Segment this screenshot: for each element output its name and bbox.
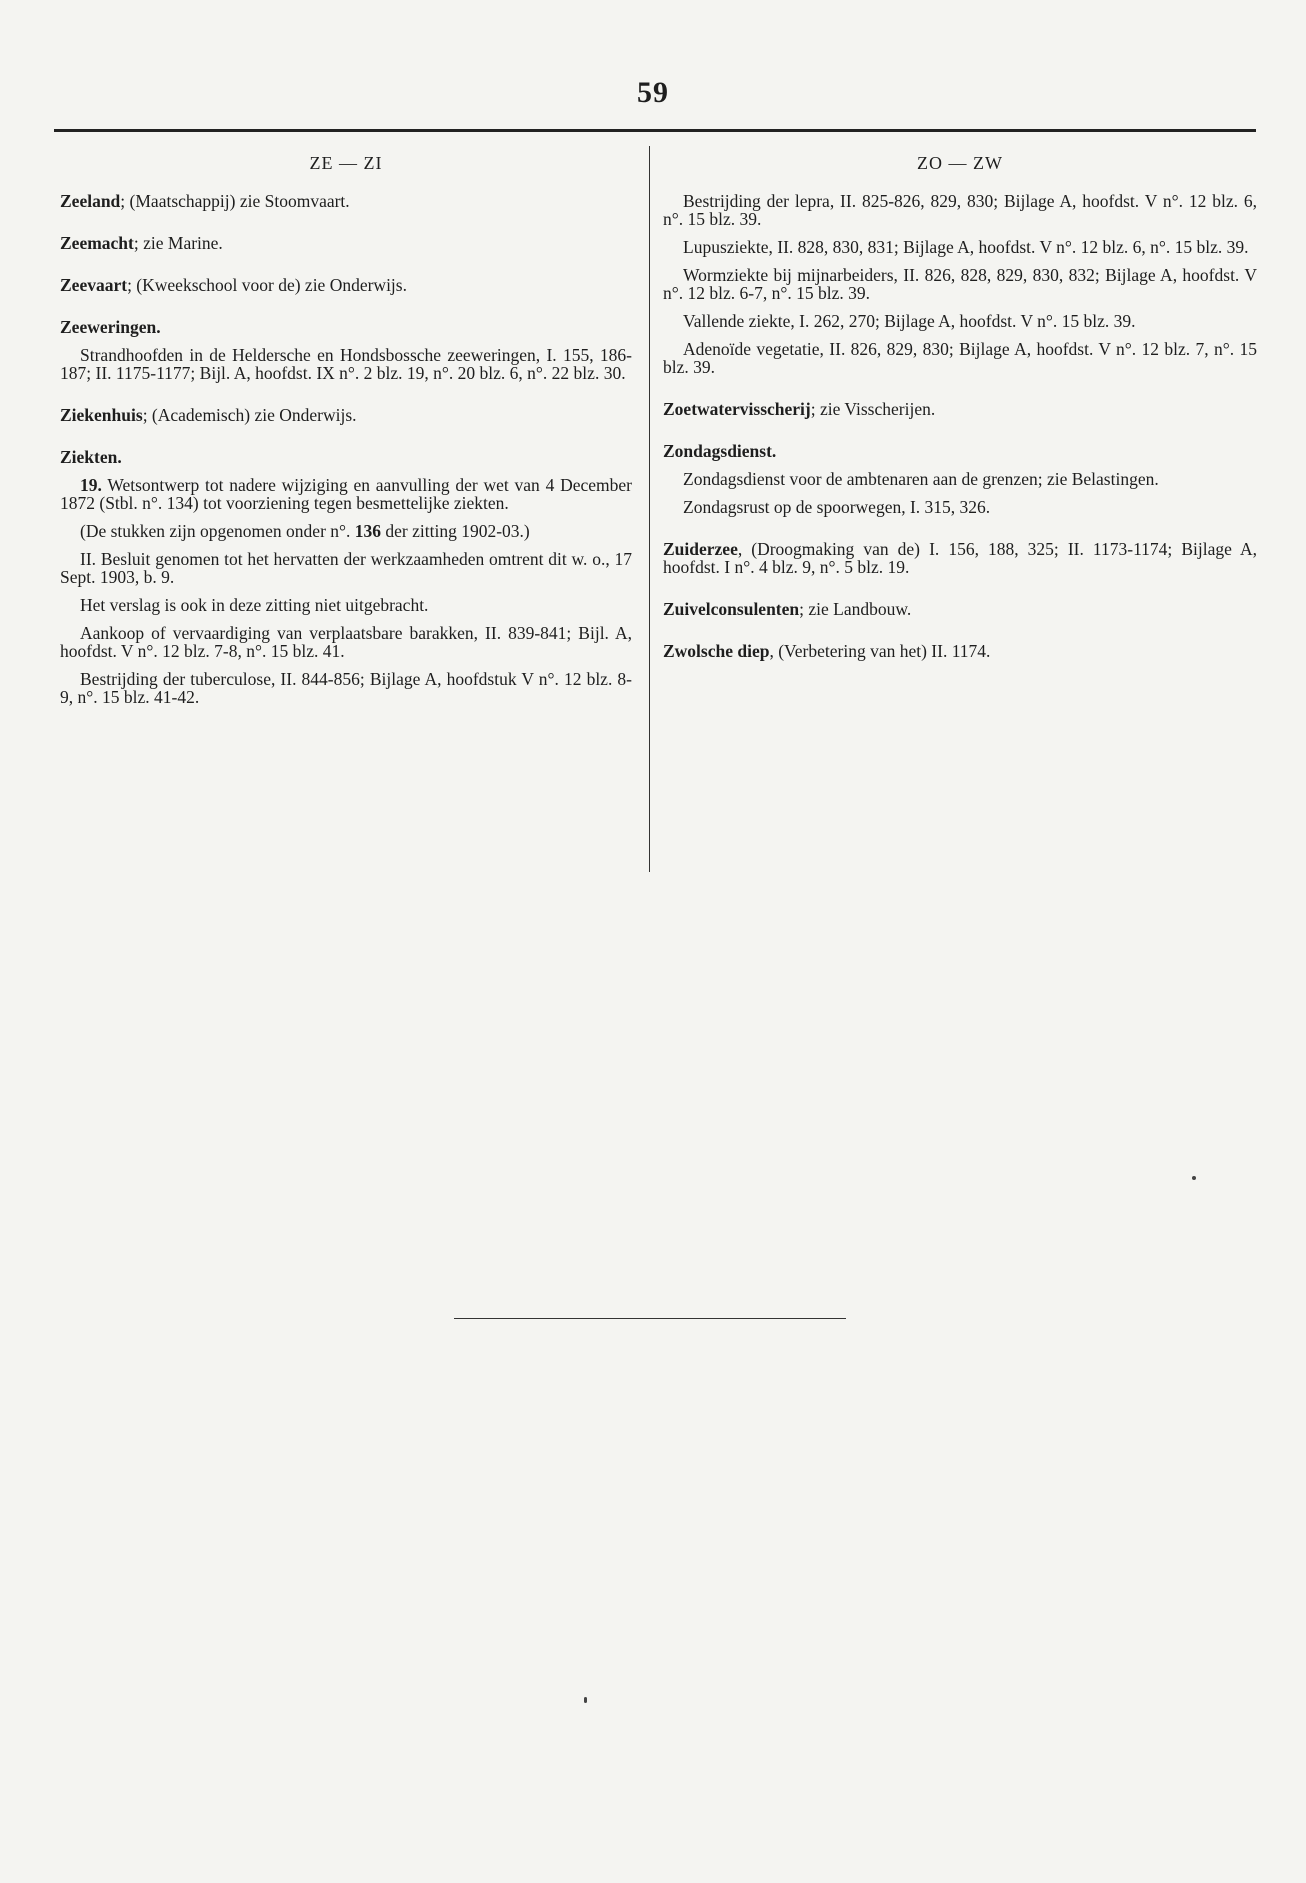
entry-headword: Zeeland xyxy=(60,191,121,211)
paragraph-number: 136 xyxy=(354,521,382,541)
entry-headword: Zuiderzee xyxy=(663,539,738,559)
entry-text: ; (Kweekschool voor de) zie Onderwijs. xyxy=(127,275,407,295)
ziekten-paragraph-3: II. Besluit genomen tot het hervatten der werkzaamheden omtrent dit w. o., 17 Sept. 1903, b. 9. xyxy=(60,549,632,587)
entry-zuivelconsulenten xyxy=(663,600,1257,618)
ziekten-paragraph-5: Aankoop of vervaardiging van verplaatsbare barakken, II. 839-841; Bijl. A, hoofdst. V n°. 12 blz. 7-8, n°. 15 blz. 41. xyxy=(60,623,632,661)
entry-ziekten-headword: Ziekten. xyxy=(60,447,122,467)
left-column xyxy=(60,154,632,716)
end-rule xyxy=(454,1318,846,1319)
entry-zwolsche-diep xyxy=(663,642,1257,660)
entry-text: ; zie Marine. xyxy=(133,233,223,253)
entry-zuiderzee xyxy=(663,540,1257,576)
ziekten-paragraph-lepra: Bestrijding der lepra, II. 825-826, 829, 830; Bijlage A, hoofdst. V n°. 12 blz. 6, n°. 15 blz. 39. xyxy=(663,191,1257,229)
entry-zeeweringen-headword: Zeeweringen. xyxy=(60,317,161,337)
ziekten-paragraph-1 xyxy=(60,476,632,512)
entry-zoetwatervisscherij xyxy=(663,400,1257,418)
entry-zeeland xyxy=(60,192,632,210)
entry-text: ; zie Landbouw. xyxy=(799,599,912,619)
right-column-heading: ZO — ZW xyxy=(917,153,1003,173)
entry-headword: Zwolsche diep xyxy=(663,641,770,661)
entry-text: ; (Academisch) zie Onderwijs. xyxy=(142,405,357,425)
entry-zeevaart xyxy=(60,276,632,294)
entry-headword: Zeemacht xyxy=(60,233,134,253)
entry-headword: Zuivelconsulenten xyxy=(663,599,800,619)
zondagsdienst-paragraph-2: Zondagsrust op de spoorwegen, I. 315, 326. xyxy=(683,497,991,517)
entry-zeemacht xyxy=(60,234,632,252)
entry-text: , (Verbetering van het) II. 1174. xyxy=(769,641,991,661)
zondagsdienst-paragraph-1: Zondagsdienst voor de ambtenaren aan de grenzen; zie Belastingen. xyxy=(683,469,1159,489)
entry-text: ; (Maatschappij) zie Stoomvaart. xyxy=(120,191,350,211)
entry-headword: Zoetwatervisscherij xyxy=(663,399,811,419)
print-speck xyxy=(1192,1176,1196,1180)
ziekten-paragraph-2 xyxy=(60,522,632,540)
right-column xyxy=(663,154,1257,684)
ziekten-paragraph-vallende-ziekte: Vallende ziekte, I. 262, 270; Bijlage A, hoofdst. V n°. 15 blz. 39. xyxy=(683,311,1136,331)
paragraph-text: Wetsontwerp tot nadere wijziging en aanvulling der wet van 4 December 1872 (Stbl. n°. 134) tot voorziening tegen besmettelijke ziekten. xyxy=(60,475,632,513)
entry-text: , (Droogmaking van de) I. 156, 188, 325; II. 1173-1174; Bijlage A, hoofdst. I n°. 4 blz. 9, n°. 5 blz. 19. xyxy=(663,539,1257,577)
entry-text: ; zie Visscherijen. xyxy=(810,399,936,419)
ziekten-paragraph-6: Bestrijding der tuberculose, II. 844-856; Bijlage A, hoofdstuk V n°. 12 blz. 8-9, n°. 15 blz. 41-42. xyxy=(60,669,632,707)
ziekten-paragraph-4: Het verslag is ook in deze zitting niet uitgebracht. xyxy=(80,595,429,615)
paragraph-text: der zitting 1902-03.) xyxy=(381,521,530,541)
entry-zondagsdienst-headword: Zondagsdienst. xyxy=(663,441,777,461)
entry-ziekenhuis xyxy=(60,406,632,424)
entry-headword: Ziekenhuis xyxy=(60,405,143,425)
ziekten-paragraph-adenoide: Adenoïde vegetatie, II. 826, 829, 830; Bijlage A, hoofdst. V n°. 12 blz. 7, n°. 15 blz. 39. xyxy=(663,339,1257,377)
header-rule xyxy=(54,129,1256,132)
entry-headword: Zeevaart xyxy=(60,275,128,295)
paragraph-number: 19. xyxy=(80,475,102,495)
ziekten-paragraph-lupus: Lupusziekte, II. 828, 830, 831; Bijlage A, hoofdst. V n°. 12 blz. 6, n°. 15 blz. 39. xyxy=(683,237,1249,257)
zeeweringen-paragraph: Strandhoofden in de Heldersche en Hondsbossche zeeweringen, I. 155, 186-187; II. 1175-1177; Bijl. A, hoofdst. IX n°. 2 blz. 19, n°. 20 blz. 6, n°. 22 blz. 30. xyxy=(60,345,632,383)
ziekten-paragraph-wormziekte: Wormziekte bij mijnarbeiders, II. 826, 828, 829, 830, 832; Bijlage A, hoofdst. V n°. 12 blz. 6-7, n°. 15 blz. 39. xyxy=(663,265,1257,303)
page-number: 59 xyxy=(637,76,669,109)
column-divider xyxy=(649,146,650,872)
left-column-heading: ZE — ZI xyxy=(309,153,383,173)
paragraph-text: (De stukken zijn opgenomen onder n°. xyxy=(80,521,355,541)
print-speck xyxy=(584,1697,587,1703)
